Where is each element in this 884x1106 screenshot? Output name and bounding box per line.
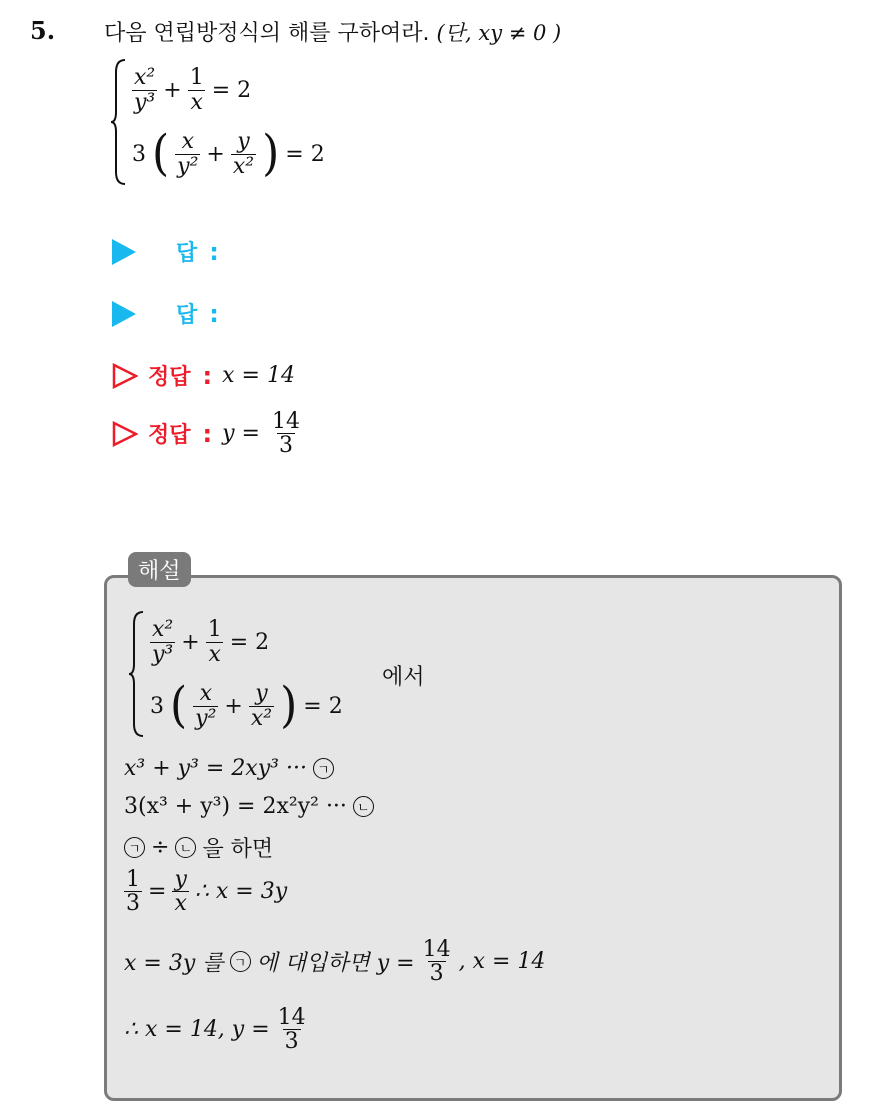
outline-triangle-icon: [112, 363, 138, 389]
problem-question: [104, 16, 561, 47]
solution-line-6: ∴ x = 14, y = $\frac{14}{3}$: [124, 1005, 306, 1055]
problem-equation-system: [110, 58, 325, 186]
solution-tag: 해설: [128, 552, 191, 587]
outline-triangle-icon: [112, 421, 138, 447]
correct-answer-fraction: $\frac{14}{3}$: [271, 409, 300, 459]
correct-answer-2: 정답 : y = $\frac{14}{3}$: [112, 410, 302, 457]
correct-answer-1: 정답 : x = 14: [112, 360, 295, 391]
question-text: 다음 연립방정식의 해를 구하여라.: [104, 21, 430, 46]
solution-eseo: 에서: [382, 665, 425, 690]
filled-triangle-icon: [112, 301, 136, 327]
question-condition: (단, xy ≠ 0 ): [436, 21, 562, 45]
left-brace-icon: [128, 610, 144, 738]
problem-eq2: 3 ( $\frac{x}{\text{y²}}$ + $\frac{y}{\text{x²}}$ ) = 2: [132, 125, 325, 182]
solution-line-3: ㄱ ÷ ㄴ 을 하면: [124, 832, 273, 863]
answer-blank-1: 답 :: [112, 236, 219, 267]
solution-equation-system: $\frac{\text{x²}}{\text{y³}}$ + $\frac{1}{x}$ = 2 3 ( $\frac{x}{\text{y²}}$ + $\frac{y}{\text{x²}}$ ) = 2: [128, 610, 343, 738]
filled-triangle-icon: [112, 239, 136, 265]
left-brace-icon: [110, 58, 126, 186]
solution-line-4: $\frac{1}{3}$ = $\frac{y}{x}$ ∴ x = 3y: [126, 867, 288, 917]
solution-line-5: x = 3y 를 ㄱ 에 대입하면 y = $\frac{14}{3}$ , x = 14: [124, 937, 546, 987]
answer-blank-2: 답 :: [112, 298, 219, 329]
circled-nieun-icon: ㄴ: [353, 796, 374, 817]
problem-eq1: $\frac{\text{x²}}{\text{y³}}$ + $\frac{1}{x}$ = 2: [134, 65, 252, 115]
correct-answer-value: x = 14: [222, 363, 295, 388]
circled-giyeok-icon: ㄱ: [313, 758, 334, 779]
solution-line-2: 3(x³ + y³) = 2x²y² ··· ㄴ: [124, 794, 374, 819]
solution-line-1: x³ + y³ = 2xy³ ··· ㄱ: [124, 756, 334, 781]
problem-number: 5.: [30, 16, 56, 45]
